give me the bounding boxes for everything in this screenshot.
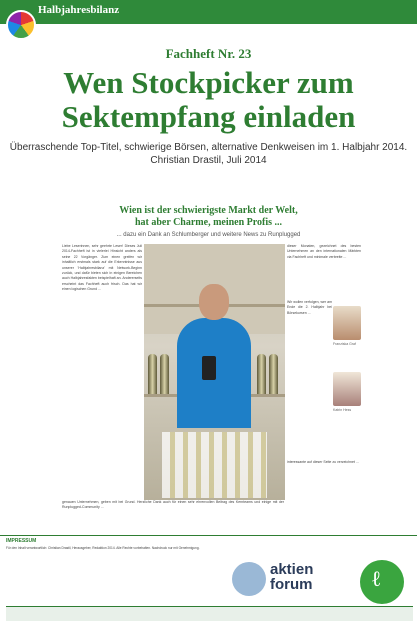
author-photo <box>144 244 285 500</box>
article-column-right: dieser Monaten, gezeichnet des besten Unternehmen an den internationalen Märkten via Fachheft und minimale verbreite ... <box>287 244 361 259</box>
article-headline-line-1: Wien ist der schwierigste Markt der Welt, <box>119 205 298 216</box>
section-tag: Halbjahresbilanz <box>38 4 120 16</box>
logo-text <box>270 562 313 592</box>
article-column-right-3: interessante auf dieser Seite zu verzeichnet ... <box>287 460 359 464</box>
page-title-line-2: Sektempfang einladen <box>61 99 356 134</box>
portrait-photo <box>333 306 361 340</box>
color-wheel-logo <box>6 10 36 40</box>
person-head <box>199 284 229 320</box>
footer-strip <box>6 606 413 621</box>
author-date: Christian Drastil, Juli 2014 <box>150 155 267 166</box>
green-brand-logo <box>360 560 404 604</box>
bottle-image <box>257 354 266 394</box>
article-column-bottom: genauen Unternehmen, geben mit bei Grund. Herzliche Dank auch für einen sehr ehrenvollen Beitrag des Kernteams und einige mit der Runplugged-Community ... <box>62 500 284 510</box>
brand-glyph: ℓ <box>372 566 381 591</box>
portrait-caption: Katrin Hess <box>333 408 352 412</box>
aktien-forum-logo <box>228 560 340 600</box>
issue-label: Fachheft Nr. 23 <box>165 46 252 61</box>
portrait-caption: Franziska Graf <box>333 342 356 346</box>
impressum-title: IMPRESSUM <box>6 538 37 544</box>
champagne-glasses <box>162 432 267 498</box>
logo-text-line-2: forum <box>270 576 313 593</box>
header-band <box>0 0 417 24</box>
article-column-left: Liebe Leserinnen, sehr geehrte Leser! Dieses Juli 2014-Fachheft ist in vielerlei Hinsicht anders als seine 22 Vorgänger. Zum einen greifen wir inhaltlich erstmals stark auf die Erkenntnisse aus unserer 'Halbjahresbilanz' mit Network-Beginn zurück, und dafür bieten sich in einigen Bereichen auch Halbjahresfakten beispielhaft an. Andererseits erscheint das Fachheft auch frisch. Das hat wir einen logischen Grund ... <box>62 244 142 292</box>
impressum-text: Für den Inhalt verantwortlich: Christian Drastil, Herausgeber, Redaktion 2014. Alle Rechte vorbehalten. Nachdruck nur mit Genehmigung. <box>6 546 200 550</box>
article-column-right-2: Wir wollen verfolgen, wer am Ende die 2. Halbjahr bei Börsekursen ... <box>287 300 332 315</box>
bottle-image <box>269 354 278 394</box>
article-subheading: ... dazu ein Dank an Schlumberger und weitere News zu Runplugged <box>116 232 301 238</box>
article-headline-line-2: hat aber Charme, meinen Profis ... <box>134 217 283 228</box>
bottle-image <box>148 354 157 394</box>
logo-text-line-1: aktien <box>270 561 314 578</box>
portrait-photo <box>333 372 361 406</box>
phone-icon <box>202 356 216 380</box>
bottle-image <box>160 354 169 394</box>
page-title-line-1: Wen Stockpicker zum <box>63 65 354 100</box>
subtitle-line-1: Überraschende Top-Titel, schwierige Börsen, alternative Denkweisen im 1. Halbjahr 2014. <box>9 142 408 153</box>
footer-divider <box>0 535 417 536</box>
logo-circle <box>232 562 266 596</box>
article-headline <box>0 205 417 229</box>
